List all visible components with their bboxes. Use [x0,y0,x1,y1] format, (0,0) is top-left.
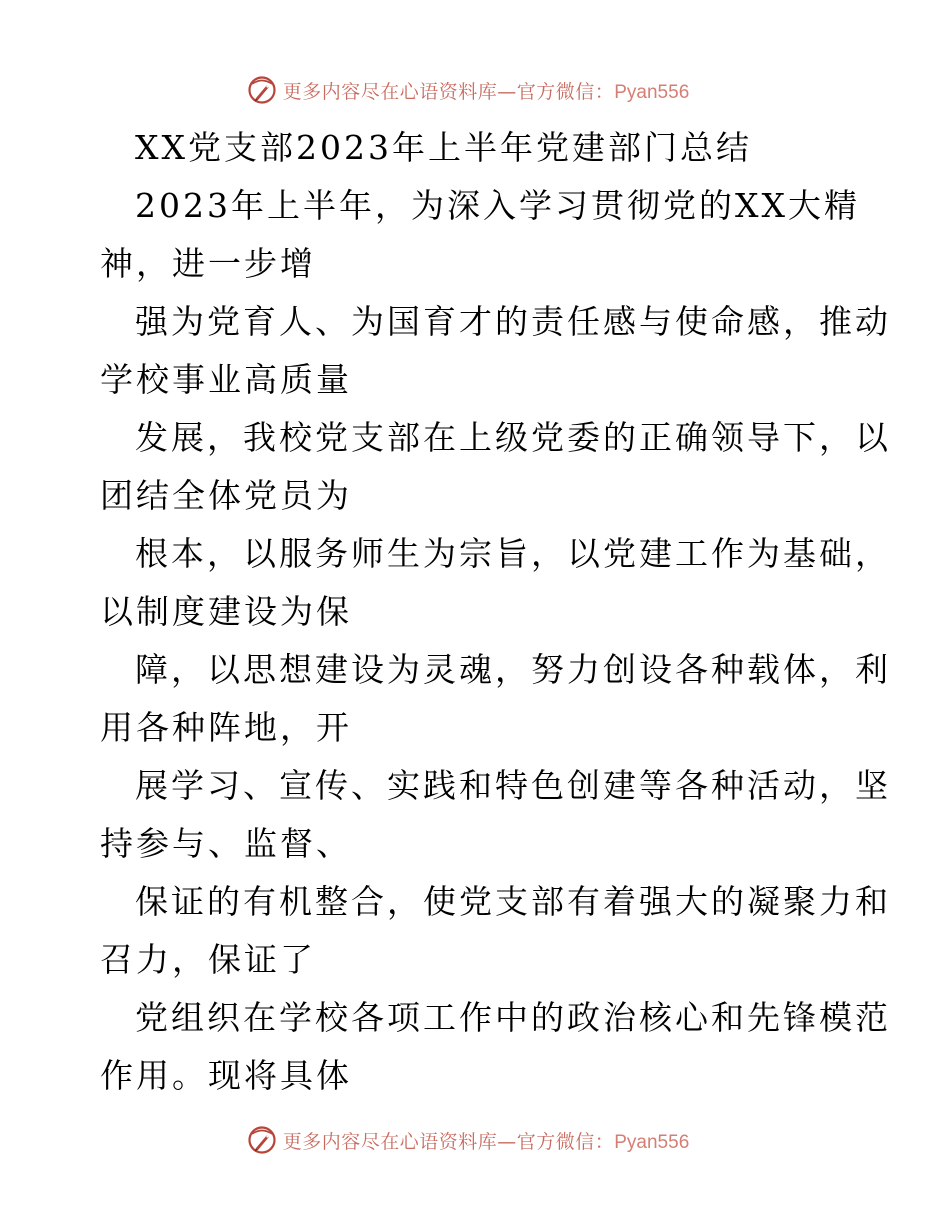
paragraph-line: 根本，以服务师生为宗旨，以党建工作为基础， [135,534,891,573]
paragraph-line: 强为党育人、为国育才的责任感与使命感，推动 [135,302,891,341]
paragraph-line: 持参与、监督、 [100,824,352,863]
paragraph-line: 以制度建设为保 [100,592,352,631]
paragraph-line: 召力，保证了 [100,940,316,979]
paragraph-line: 障，以思想建设为灵魂，努力创设各种载体，利 [135,650,891,689]
paragraph-line: 展学习、宣传、实践和特色创建等各种活动，坚 [135,766,891,805]
paragraph-line: 2023年上半年，为深入学习贯彻党的XX大精 [135,186,860,225]
paragraph-line: 学校事业高质量 [100,360,352,399]
banner-main-text: 更多内容尽在心语资料库—官方微信： [282,80,615,103]
banner-wechat-id: Pyan556 [614,1131,690,1153]
header-banner-inner [247,75,690,105]
paragraph-line: 神，进一步增 [100,244,316,283]
paragraph-line: 保证的有机整合，使党支部有着强大的凝聚力和 [135,882,891,921]
pen-logo-icon [247,75,277,105]
footer-banner-inner [247,1125,690,1155]
footer-banner [0,1120,950,1160]
footer-banner-text [283,1127,690,1154]
paragraph-line: 发展，我校党支部在上级党委的正确领导下，以 [135,418,891,457]
document-title: XX党支部2023年上半年党建部门总结 [135,128,752,167]
banner-main-text: 更多内容尽在心语资料库—官方微信： [282,1130,615,1153]
pen-logo-icon [247,1125,277,1155]
paragraph-line: 团结全体党员为 [100,476,352,515]
paragraph-line: 党组织在学校各项工作中的政治核心和先锋模范 [135,998,891,1037]
header-banner [0,70,950,110]
paragraph-line: 作用。现将具体 [100,1056,352,1095]
banner-wechat-id: Pyan556 [614,81,690,103]
paragraph-line: 用各种阵地，开 [100,708,352,747]
header-banner-text [283,77,690,104]
